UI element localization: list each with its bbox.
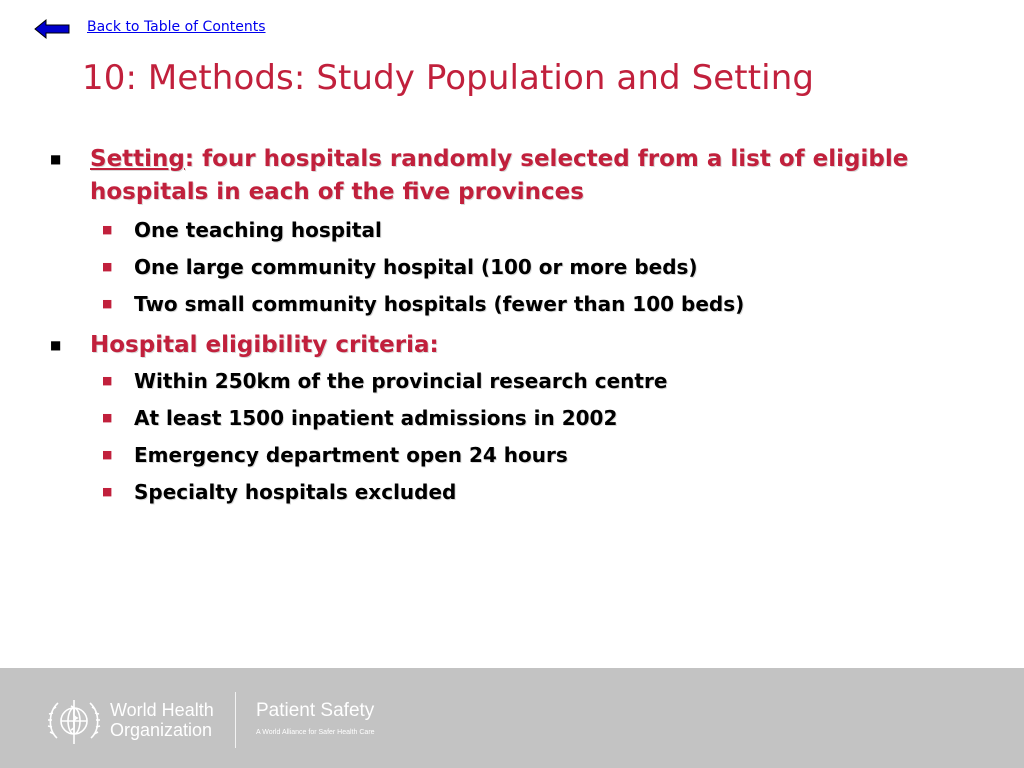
patient-safety-title: Patient Safety <box>256 700 375 721</box>
who-name-line1: World Health <box>110 700 214 720</box>
patient-safety-tagline: A World Alliance for Safer Health Care <box>256 729 375 736</box>
square-bullet-icon: ■ <box>102 260 113 273</box>
bullet-setting <box>90 143 970 209</box>
who-emblem-icon <box>44 694 104 748</box>
square-bullet-icon: ■ <box>102 485 113 498</box>
square-bullet-icon: ■ <box>102 223 113 236</box>
bullet-eligibility: Hospital eligibility criteria: <box>90 332 439 358</box>
back-to-toc-link[interactable]: Back to Table of Contents <box>87 19 266 35</box>
list-item: Emergency department open 24 hours <box>134 443 568 467</box>
who-name-line2: Organization <box>110 720 213 740</box>
list-item: Specialty hospitals excluded <box>134 480 457 504</box>
setting-text: : four hospitals randomly selected from a list of eligible hospitals in each of the five provinces <box>90 146 909 205</box>
left-arrow-icon[interactable] <box>34 18 70 40</box>
setting-label: Setting <box>90 146 185 172</box>
list-item: Within 250km of the provincial research centre <box>134 369 668 393</box>
list-item: At least 1500 inpatient admissions in 2002 <box>134 406 618 430</box>
who-wordmark <box>110 700 214 740</box>
list-item: One large community hospital (100 or more beds) <box>134 255 698 279</box>
footer-divider <box>235 692 236 748</box>
list-item: One teaching hospital <box>134 218 382 242</box>
footer-bar <box>0 668 1024 768</box>
square-bullet-icon: ■ <box>50 152 62 166</box>
slide-title: 10: Methods: Study Population and Setting <box>82 58 815 98</box>
square-bullet-icon: ■ <box>102 374 113 387</box>
square-bullet-icon: ■ <box>102 411 113 424</box>
square-bullet-icon: ■ <box>102 448 113 461</box>
list-item: Two small community hospitals (fewer than 100 beds) <box>134 292 745 316</box>
square-bullet-icon: ■ <box>50 338 62 352</box>
square-bullet-icon: ■ <box>102 297 113 310</box>
